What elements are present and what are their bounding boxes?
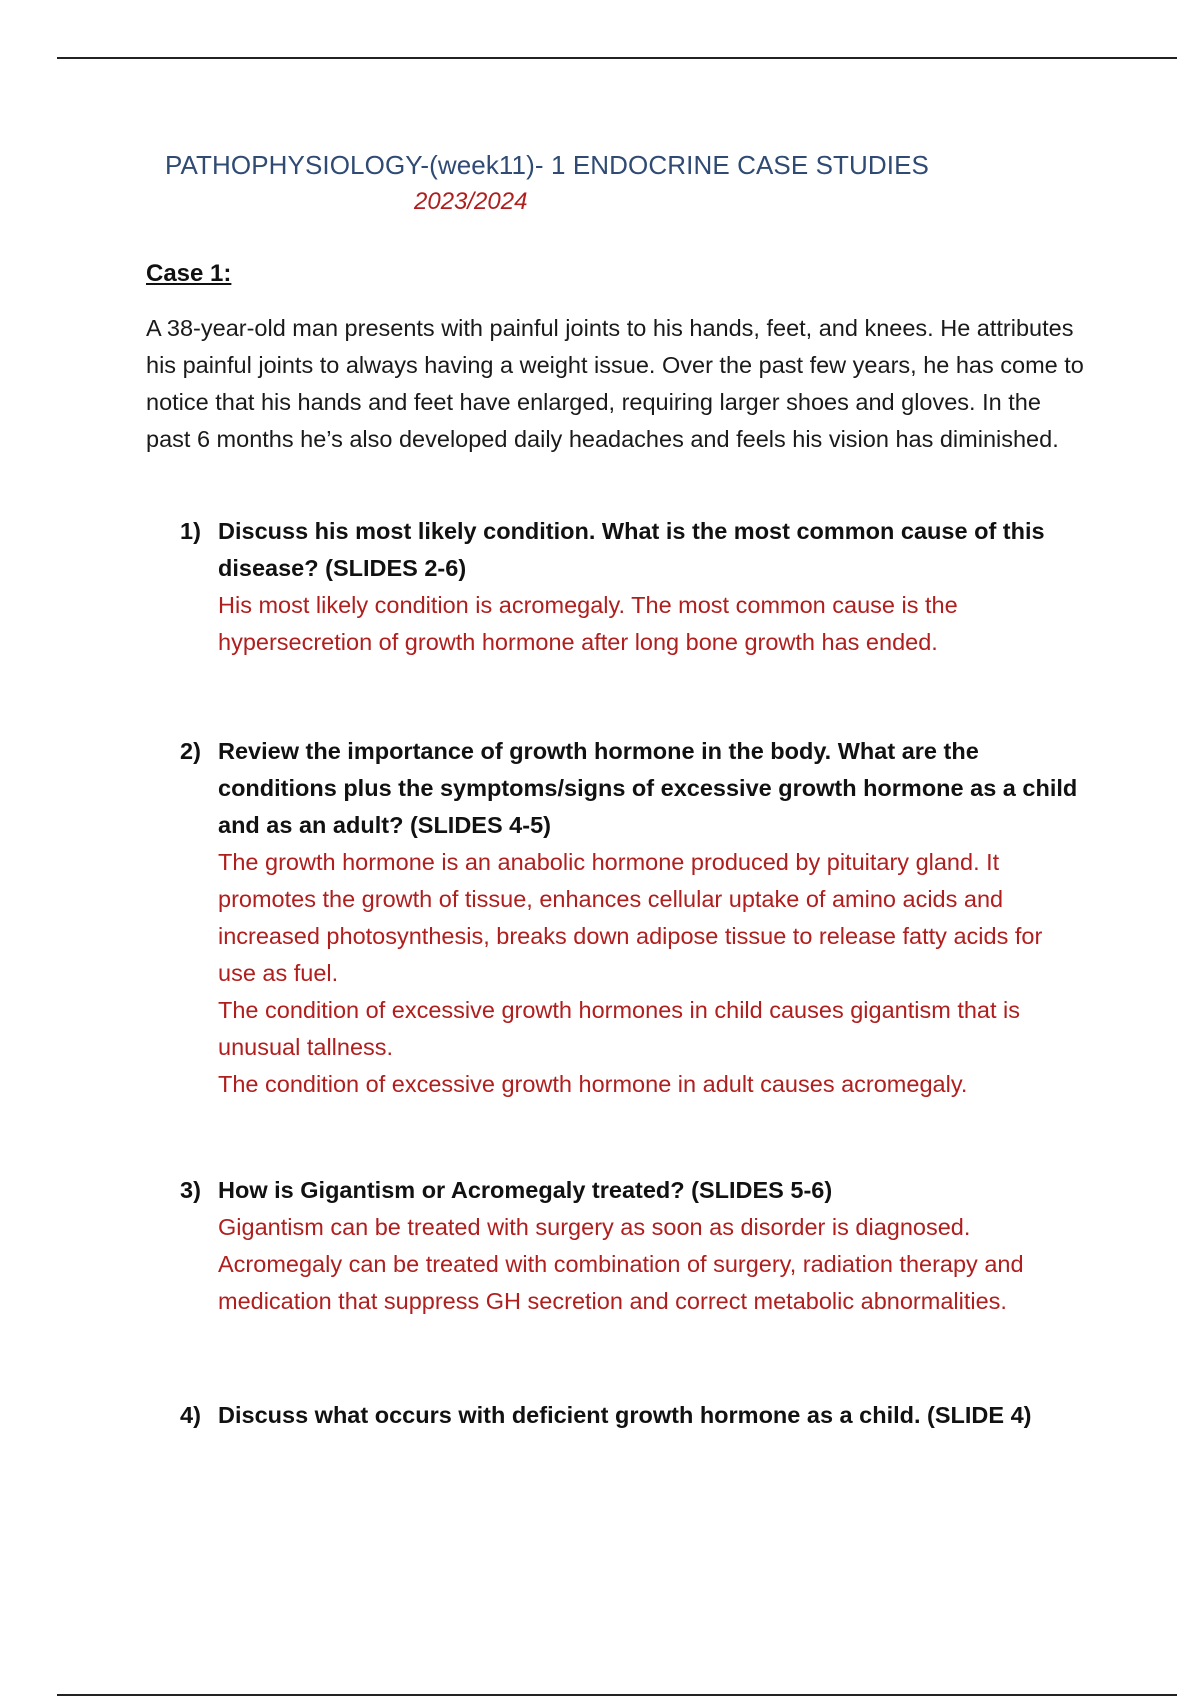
answer-text: His most likely condition is acromegaly. The most common cause is the hypersecretion of growth hormone after long bone growth has ended. (218, 592, 958, 655)
question-4 (180, 1397, 1080, 1434)
question-text: Discuss his most likely condition. What is the most common cause of this disease? (SLIDES 2-6) (218, 518, 1045, 581)
question-text: Discuss what occurs with deficient growth hormone as a child. (SLIDE 4) (218, 1402, 1032, 1428)
case-heading: Case 1: (146, 260, 232, 287)
bottom-rule (57, 1694, 1177, 1696)
question-number: 2) (180, 738, 201, 764)
question-text: Review the importance of growth hormone in the body. What are the conditions plus the symptoms/signs of excessive growth hormone as a child and as an adult? (SLIDES 4-5) (218, 738, 1078, 838)
question-1 (180, 513, 1080, 661)
question-2 (180, 733, 1080, 1103)
question-number: 4) (180, 1402, 201, 1428)
document-title: PATHOPHYSIOLOGY-(week11)- 1 ENDOCRINE CASE STUDIES (165, 150, 929, 180)
answer-text: Gigantism can be treated with surgery as soon as disorder is diagnosed. (218, 1214, 971, 1240)
answer-text: The condition of excessive growth hormones in child causes gigantism that is unusual tallness. (218, 997, 1021, 1060)
question-text: How is Gigantism or Acromegaly treated? (SLIDES 5-6) (218, 1177, 833, 1203)
answer-text: The growth hormone is an anabolic hormone produced by pituitary gland. It promotes the growth of tissue, enhances cellular uptake of amino acids and increased photosynthesis, breaks down adipose tissue to release fatty acids for use as fuel. (218, 849, 1043, 986)
document-year: 2023/2024 (414, 188, 528, 215)
case-intro-paragraph: A 38-year-old man presents with painful joints to his hands, feet, and knees. He attributes his painful joints to always having a weight issue. Over the past few years, he has come to notice that his hands and feet have enlarged, requiring larger shoes and gloves. In the past 6 months he’s also developed daily headaches and feels his vision has diminished. (146, 315, 1084, 452)
question-number: 3) (180, 1177, 201, 1203)
answer-text: The condition of excessive growth hormone in adult causes acromegaly. (218, 1071, 968, 1097)
top-rule (57, 57, 1177, 59)
answer-text: Acromegaly can be treated with combination of surgery, radiation therapy and medication that suppress GH secretion and correct metabolic abnormalities. (218, 1251, 1024, 1314)
question-3 (180, 1172, 1080, 1320)
question-number: 1) (180, 518, 201, 544)
